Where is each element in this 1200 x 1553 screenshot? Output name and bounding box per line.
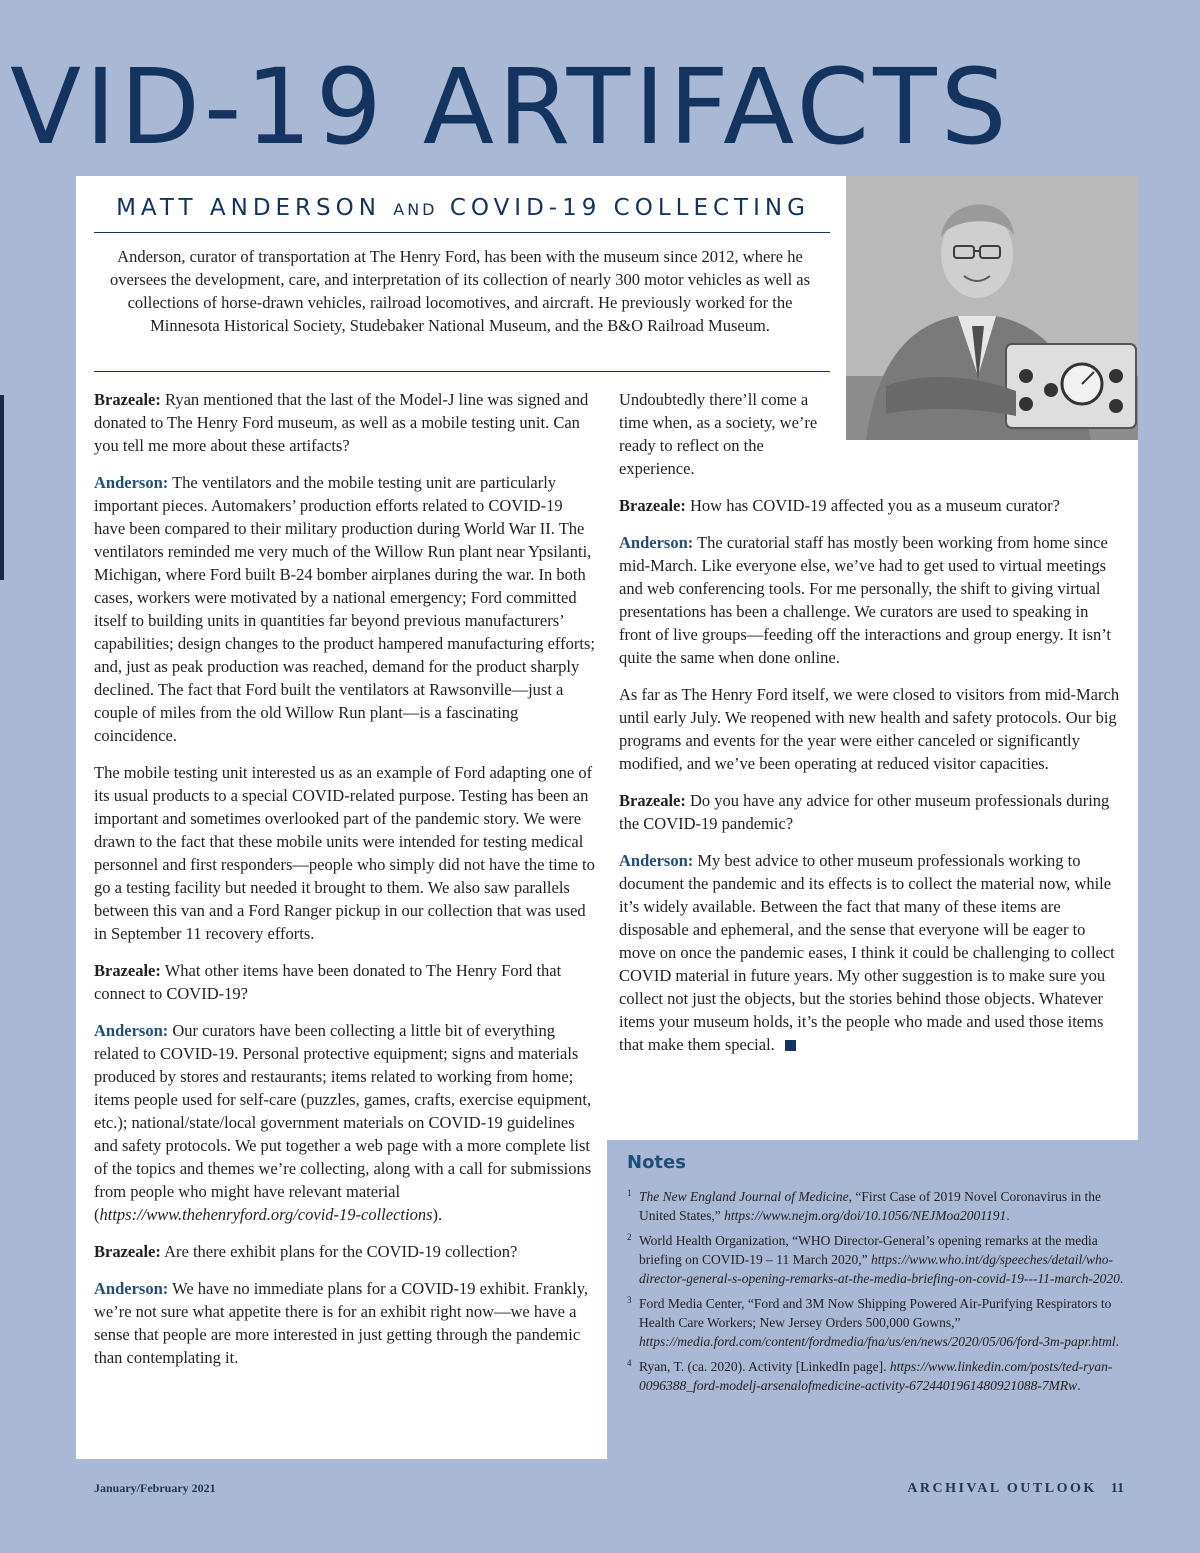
footnote-url[interactable]: https://www.who.int/dg/speeches/detail/who-director-general-s-opening-remarks-at-the-media-briefing-on-covid-19---11-march-2020 — [639, 1252, 1120, 1286]
footnote-number: 4 — [627, 1358, 632, 1368]
answer-paragraph — [94, 761, 596, 945]
footnote-end: . — [1119, 1271, 1124, 1286]
footnote-number: 1 — [627, 1188, 632, 1198]
footnote-number: 3 — [627, 1295, 632, 1305]
interview-column-right-top — [619, 388, 841, 494]
speaker-label: Anderson: — [619, 533, 694, 552]
issue-date: January/February 2021 — [94, 1481, 216, 1495]
footnote-text — [639, 1231, 1137, 1288]
end-of-article-mark — [785, 1040, 796, 1051]
subtitle-conjunction: AND — [393, 200, 438, 219]
footnote-body: World Health Organization, “WHO Director-General’s opening remarks at the media briefing on COVID-19 – 11 March 2020,” — [639, 1233, 1098, 1267]
answer-paragraph — [619, 531, 1121, 669]
answer-paragraph — [619, 683, 1121, 775]
footnote-url[interactable]: https://www.nejm.org/doi/10.1056/NEJMoa2001191 — [724, 1208, 1007, 1223]
portrait-photo — [846, 176, 1138, 440]
answer-paragraph — [94, 1277, 596, 1369]
answer-paragraph — [619, 849, 1121, 1056]
paragraph-text: What other items have been donated to The Henry Ford that connect to COVID-19? — [94, 961, 562, 1003]
question-paragraph — [619, 494, 1121, 517]
footnote-text — [639, 1357, 1137, 1395]
collections-link[interactable]: https://www.thehenryford.org/covid-19-collections — [99, 1205, 433, 1224]
footnote — [627, 1294, 1137, 1351]
footnote-body: Ford Media Center, “Ford and 3M Now Shipping Powered Air-Purifying Respirators to Health Care Workers; New Jersey Orders 500,000 Gowns,” — [639, 1296, 1112, 1330]
page-number: 11 — [1110, 1481, 1124, 1496]
question-paragraph — [94, 1240, 596, 1263]
running-footer — [907, 1481, 1124, 1497]
footnote-body: Ryan, T. (ca. 2020). Activity [LinkedIn page]. — [639, 1359, 890, 1374]
footnote-url[interactable]: https://www.linkedin.com/posts/ted-ryan-0096388_ford-modelj-arsenalofmedicine-activity-6724401961480921088-7MRw — [639, 1359, 1113, 1393]
left-edge-bar — [0, 395, 4, 580]
footnote-url[interactable]: https://media.ford.com/content/fordmedia/fna/us/en/news/2020/05/06/ford-3m-papr.html — [639, 1334, 1116, 1349]
speaker-label: Brazeale: — [94, 1242, 161, 1261]
paragraph-text: The mobile testing unit interested us as an example of Ford adapting one of its usual products to a special COVID-related purpose. Testing has been an important and sometimes overlooked part of the pandemic story. We were drawn to the fact that these mobile units were intended for testing medical personnel and first responders—people who simply did not have the time to go a testing facility but needed it brought to them. We also saw parallels between this van and a Ford Ranger pickup in our collection that was used in September 11 recovery efforts. — [94, 763, 595, 943]
paragraph-text: The curatorial staff has mostly been working from home since mid-March. Like everyone else, we’ve had to get used to virtual meetings and web conferencing tools. For me personally, the shift to giving virtual presentations has been a challenge. We curators are used to speaking in front of live groups—feeding off the interactions and group energy. It isn’t quite the same when done online. — [619, 533, 1111, 667]
answer-paragraph: Anderson: Our curators have been collecting a little bit of everything related to COVID-19. Personal protective equipment; signs and materials produced by stores and restaurants; items related to working from home; items people used for self-care (puzzles, games, crafts, exercise equipment, etc.); national/state/local government materials on COVID-19 guidelines and safety protocols. We put together a web page with a more complete list of the topics and themes we’re collecting, along with a call for submissions from people who might have relevant material (https://www.thehenryford.org/covid-19-collections). — [94, 1021, 592, 1224]
paragraph-text: We have no immediate plans for a COVID-19 exhibit. Frankly, we’re not sure what appetite there is for an exhibit right now—we have a sense that people are more interested in just getting through the pandemic than contemplating it. — [94, 1279, 589, 1367]
paragraph-text: Are there exhibit plans for the COVID-19 collection? — [164, 1242, 518, 1261]
footnote-number: 2 — [627, 1232, 632, 1242]
interview-subtitle — [96, 193, 830, 225]
paragraph-text: Do you have any advice for other museum professionals during the COVID-19 pandemic? — [619, 791, 1110, 833]
subtitle-rule-top — [94, 232, 830, 233]
notes-heading: Notes — [627, 1152, 686, 1173]
speaker-label: Brazeale: — [94, 390, 161, 409]
paragraph-text: As far as The Henry Ford itself, we were closed to visitors from mid-March until early July. We reopened with new health and safety protocols. Our big programs and events for the year were either canceled or significantly modified, and we’ve been operating at reduced visitor capacities. — [619, 685, 1120, 773]
footnote — [627, 1357, 1137, 1395]
paragraph-text: My best advice to other museum professionals working to document the pandemic and its effects is to collect the material now, while it’s widely available. Between the fact that many of these items are disposable and ephemeral, and the sense that everyone will be eager to move on once the pandemic eases, I think it could be challenging to collect COVID material in future years. My other suggestion is to make sure you collect not just the objects, but the stories behind those objects. Whatever items your museum holds, it’s the people who made and used those items that make them special. — [619, 851, 1115, 1054]
paragraph-text: The ventilators and the mobile testing unit are particularly important pieces. Automakers’ production efforts related to COVID-19 have been compared to their military production during World War II. The ventilators reminded me very much of the Willow Run plant near Ypsilanti, Michigan, where Ford built B-24 bomber airplanes during the war. In both cases, workers were motivated by a national emergency; Ford committed itself to building units in quantities far beyond previous manufacturers’ capabilities; design changes to the product hampered manufacturing efforts; and, just as peak production was reached, demand for the product sharply declined. The fact that Ford built the ventilators at Rawsonville—just a couple of miles from the old Willow Run plant—is a fascinating coincidence. — [94, 473, 595, 745]
question-paragraph — [94, 959, 596, 1005]
interview-column-right — [619, 494, 1121, 1070]
paragraph-text: How has COVID-19 affected you as a museum curator? — [690, 496, 1060, 515]
speaker-label: Anderson: — [94, 1021, 169, 1040]
notes-section — [627, 1152, 1137, 1401]
footnote-text — [639, 1294, 1137, 1351]
continued-paragraph: Undoubtedly there’ll come a time when, as a society, we’re ready to reflect on the experience. — [619, 390, 818, 478]
footnote — [627, 1187, 1137, 1225]
footnote-text — [639, 1187, 1137, 1225]
headline: VID-19 ARTIFACTS — [10, 46, 1011, 168]
speaker-label: Brazeale: — [94, 961, 161, 980]
interview-column-left — [94, 388, 596, 1383]
footnote-body: , “First Case of 2019 Novel Coronavirus in the United States,” — [639, 1189, 1101, 1223]
question-paragraph — [619, 789, 1121, 835]
speaker-label: Brazeale: — [619, 791, 686, 810]
speaker-label: Anderson: — [94, 1279, 169, 1298]
subtitle-topic: COVID-19 COLLECTING — [449, 195, 810, 221]
question-paragraph — [94, 388, 596, 457]
answer-paragraph — [94, 471, 596, 747]
speaker-label: Anderson: — [619, 851, 694, 870]
footnote-end: . — [1077, 1378, 1081, 1393]
publication-title: ARCHIVAL OUTLOOK — [907, 1481, 1097, 1496]
footnote-end: . — [1006, 1208, 1010, 1223]
paragraph-text: Our curators have been collecting a little bit of everything related to COVID-19. Personal protective equipment; signs and materials produced by stores and restaurants; items related to working from home; items people used for self-care (puzzles, games, crafts, exercise equipment, etc.); national/state/local government materials on COVID-19 guidelines and safety protocols. We put together a web page with a more complete list of the topics and themes we’re collecting, along with a call for submissions from people who might have relevant material — [94, 1021, 592, 1201]
footnote — [627, 1231, 1137, 1288]
speaker-label: Brazeale: — [619, 496, 686, 515]
author-bio: Anderson, curator of transportation at The Henry Ford, has been with the museum since 2012, where he oversees the development, care, and interpretation of its collection of nearly 300 motor vehicles as well as collections of horse-drawn vehicles, railroad locomotives, and aircraft. He previously worked for the Minnesota Historical Society, Studebaker National Museum, and the B&O Railroad Museum. — [109, 247, 811, 335]
subtitle-name: MATT ANDERSON — [116, 195, 381, 221]
subtitle-rule-bottom — [94, 371, 830, 372]
paragraph-text: Ryan mentioned that the last of the Model-J line was signed and donated to The Henry Ford museum, as well as a mobile testing unit. Can you tell me more about these artifacts? — [94, 390, 589, 455]
footnote-source: The New England Journal of Medicine — [639, 1189, 849, 1204]
speaker-label: Anderson: — [94, 473, 169, 492]
footnote-end: . — [1115, 1334, 1119, 1349]
